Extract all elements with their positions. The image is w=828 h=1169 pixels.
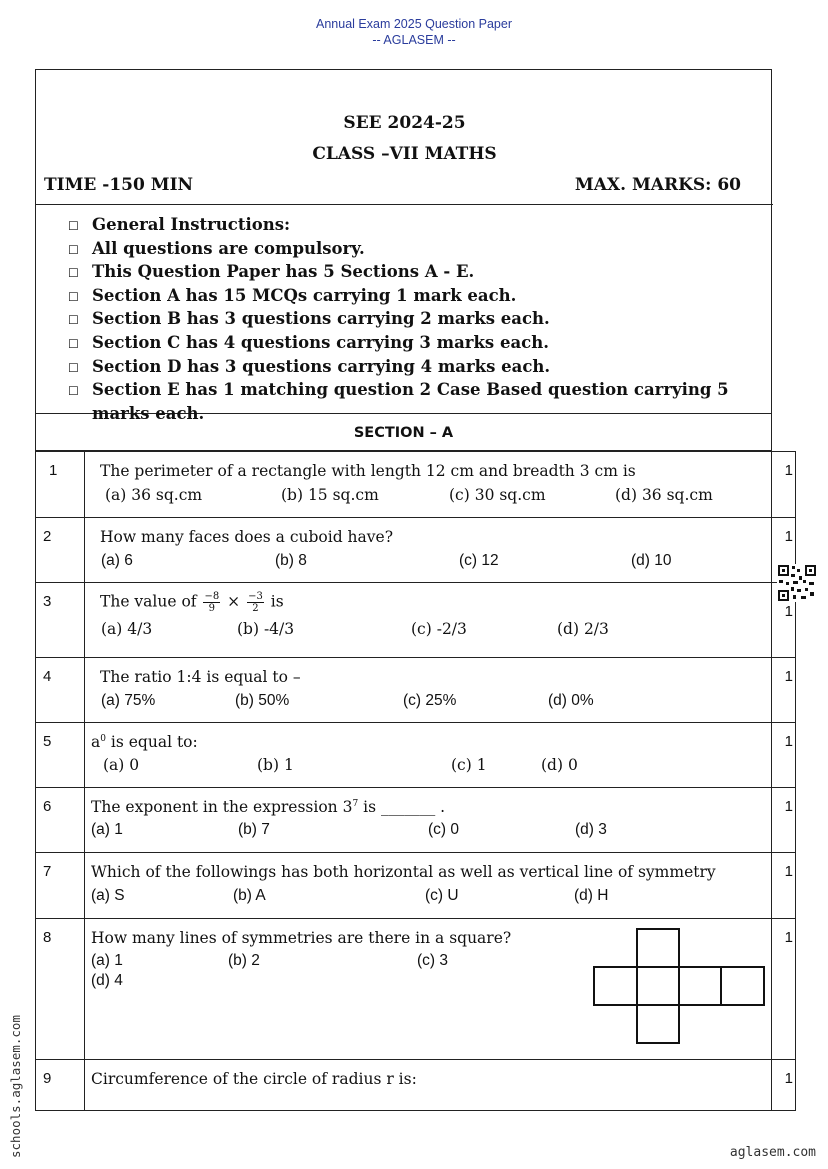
banner-title: Annual Exam 2025 Question Paper: [316, 17, 512, 31]
exponent-power: 7: [352, 798, 359, 809]
net-square-left: [594, 967, 637, 1005]
option-b: (b) A: [233, 887, 266, 904]
option-b: (b) 15 sq.cm: [281, 486, 379, 504]
question-text: The ratio 1:4 is equal to –: [100, 668, 301, 686]
checkbox-icon: ☐: [68, 384, 79, 399]
question-row: [36, 1060, 796, 1111]
checkbox-icon: ☐: [68, 266, 79, 281]
question-text-start: The value of: [100, 592, 197, 611]
exponent-base: a: [91, 733, 101, 751]
fraction-denominator: 2: [252, 603, 259, 614]
question-number: 2: [43, 528, 52, 545]
general-instructions: [68, 214, 758, 424]
question-text: [85, 788, 771, 816]
net-square-right: [679, 967, 721, 1005]
option-a: (a) 75%: [101, 692, 156, 709]
option-c: (c) 0: [428, 821, 459, 838]
option-a: (a) 4/3: [101, 620, 153, 638]
question-marks: 1: [784, 798, 793, 815]
option-d: (d) 36 sq.cm: [615, 486, 713, 504]
question-row: [36, 583, 796, 658]
question-number: 6: [43, 798, 52, 815]
question-text-end: is equal to:: [105, 733, 198, 751]
question-number: 8: [43, 929, 52, 946]
option-c: (c) 25%: [403, 692, 457, 709]
option-a: (a) 1: [91, 821, 123, 838]
question-text-start: The exponent in the expression 3: [91, 798, 353, 816]
option-b: (b) 7: [238, 821, 270, 838]
question-text: The perimeter of a rectangle with length 12 cm and breadth 3 cm is: [100, 462, 636, 480]
fraction: [247, 591, 264, 614]
net-square-bottom: [637, 1005, 679, 1043]
instruction-item: Section C has 4 questions carrying 3 marks each.: [92, 332, 549, 352]
question-number: 7: [43, 863, 52, 880]
instruction-item: General Instructions:: [92, 215, 291, 234]
instruction-item: Section D has 3 questions carrying 4 marks each.: [92, 356, 551, 376]
subject-title: CLASS –VII MATHS: [312, 144, 497, 164]
question-text: Circumference of the circle of radius r is:: [91, 1070, 417, 1088]
checkbox-icon: ☐: [68, 289, 79, 304]
checkbox-icon: ☐: [68, 313, 79, 328]
fraction-denominator: 9: [208, 603, 216, 614]
option-c: (c) 30 sq.cm: [449, 486, 546, 504]
option-d: (d) 2/3: [557, 620, 609, 638]
option-a: (a) 6: [101, 552, 133, 569]
checkbox-icon: ☐: [68, 360, 79, 375]
question-text: [85, 723, 771, 751]
question-marks: 1: [784, 863, 793, 880]
question-marks: 1: [784, 668, 793, 685]
times-sign: ×: [227, 592, 241, 611]
question-table: [35, 451, 796, 1111]
option-d: (d) 4: [91, 972, 123, 989]
question-row: [36, 919, 796, 1060]
question-number: 3: [43, 593, 52, 610]
net-square-far-right: [721, 967, 764, 1005]
checkbox-icon: ☐: [68, 219, 79, 233]
exam-title: SEE 2024-25: [343, 113, 466, 133]
time-label: TIME -150 MIN: [44, 175, 194, 195]
question-row: [36, 452, 796, 518]
option-a: (a) S: [91, 887, 125, 904]
fraction: [203, 591, 220, 614]
option-c: (c) U: [425, 887, 459, 904]
question-marks: 1: [784, 603, 793, 620]
side-watermark: schools.aglasem.com: [8, 1015, 23, 1158]
option-d: (d) 10: [631, 552, 672, 569]
option-d: (d) H: [574, 887, 609, 904]
question-number: 4: [43, 668, 52, 685]
option-c: (c) 1: [451, 756, 487, 774]
question-marks: 1: [784, 733, 793, 750]
header-divider: [36, 204, 773, 205]
option-a: (a) 0: [103, 756, 140, 774]
question-row: [36, 788, 796, 853]
question-text: [85, 583, 771, 614]
instruction-item: This Question Paper has 5 Sections A - E.: [92, 262, 475, 282]
cube-net-figure: [592, 927, 768, 1047]
question-row: [36, 723, 796, 788]
fraction-numerator: −3: [248, 591, 263, 602]
option-d: (d) 0: [541, 756, 578, 774]
question-row: [36, 518, 796, 583]
option-b: (b) 2: [228, 952, 260, 969]
option-c: (c) -2/3: [411, 620, 467, 638]
question-number: 9: [43, 1070, 52, 1087]
question-number: 5: [43, 733, 52, 750]
question-text-end: is _______ .: [358, 798, 446, 816]
option-b: (b) -4/3: [237, 620, 295, 638]
checkbox-icon: ☐: [68, 242, 79, 257]
option-a: (a) 1: [91, 952, 123, 969]
qr-code-icon: [777, 564, 817, 602]
paper-header: [35, 69, 772, 423]
option-b: (b) 8: [275, 552, 307, 569]
instruction-item: All questions are compulsory.: [92, 238, 365, 258]
option-a: (a) 36 sq.cm: [105, 486, 203, 504]
instruction-item: Section E has 1 matching question 2 Case Based question carrying 5: [92, 380, 729, 400]
footer-site: aglasem.com: [729, 1145, 816, 1160]
fraction-numerator: −8: [204, 591, 220, 602]
instruction-item: Section B has 3 questions carrying 2 marks each.: [92, 309, 550, 329]
net-square-center: [637, 967, 679, 1005]
question-row: [36, 853, 796, 919]
question-number: 1: [49, 462, 58, 479]
question-marks: 1: [784, 1070, 793, 1087]
option-d: (d) 3: [575, 821, 607, 838]
question-marks: 1: [784, 462, 793, 479]
option-c: (c) 3: [417, 952, 448, 969]
banner-subtitle: -- AGLASEM --: [372, 33, 456, 47]
option-d: (d) 0%: [548, 692, 594, 709]
option-c: (c) 12: [459, 552, 499, 569]
question-text: Which of the followings has both horizontal as well as vertical line of symmetry: [91, 863, 716, 881]
question-row: [36, 658, 796, 723]
question-text-end: is: [270, 592, 284, 611]
question-marks: 1: [784, 929, 793, 946]
net-square-top: [637, 929, 679, 967]
question-text: How many faces does a cuboid have?: [100, 528, 394, 546]
section-heading: SECTION – A: [35, 413, 772, 451]
question-text: How many lines of symmetries are there in a square?: [91, 929, 512, 947]
question-marks: 1: [784, 528, 793, 545]
instruction-item: Section A has 15 MCQs carrying 1 mark each.: [92, 285, 517, 305]
option-b: (b) 50%: [235, 692, 290, 709]
max-marks-label: MAX. MARKS: 60: [574, 175, 741, 195]
instruction-item: marks each.: [92, 403, 205, 423]
option-b: (b) 1: [257, 756, 294, 774]
checkbox-icon: ☐: [68, 336, 79, 351]
exponent-power: 0: [100, 733, 106, 744]
